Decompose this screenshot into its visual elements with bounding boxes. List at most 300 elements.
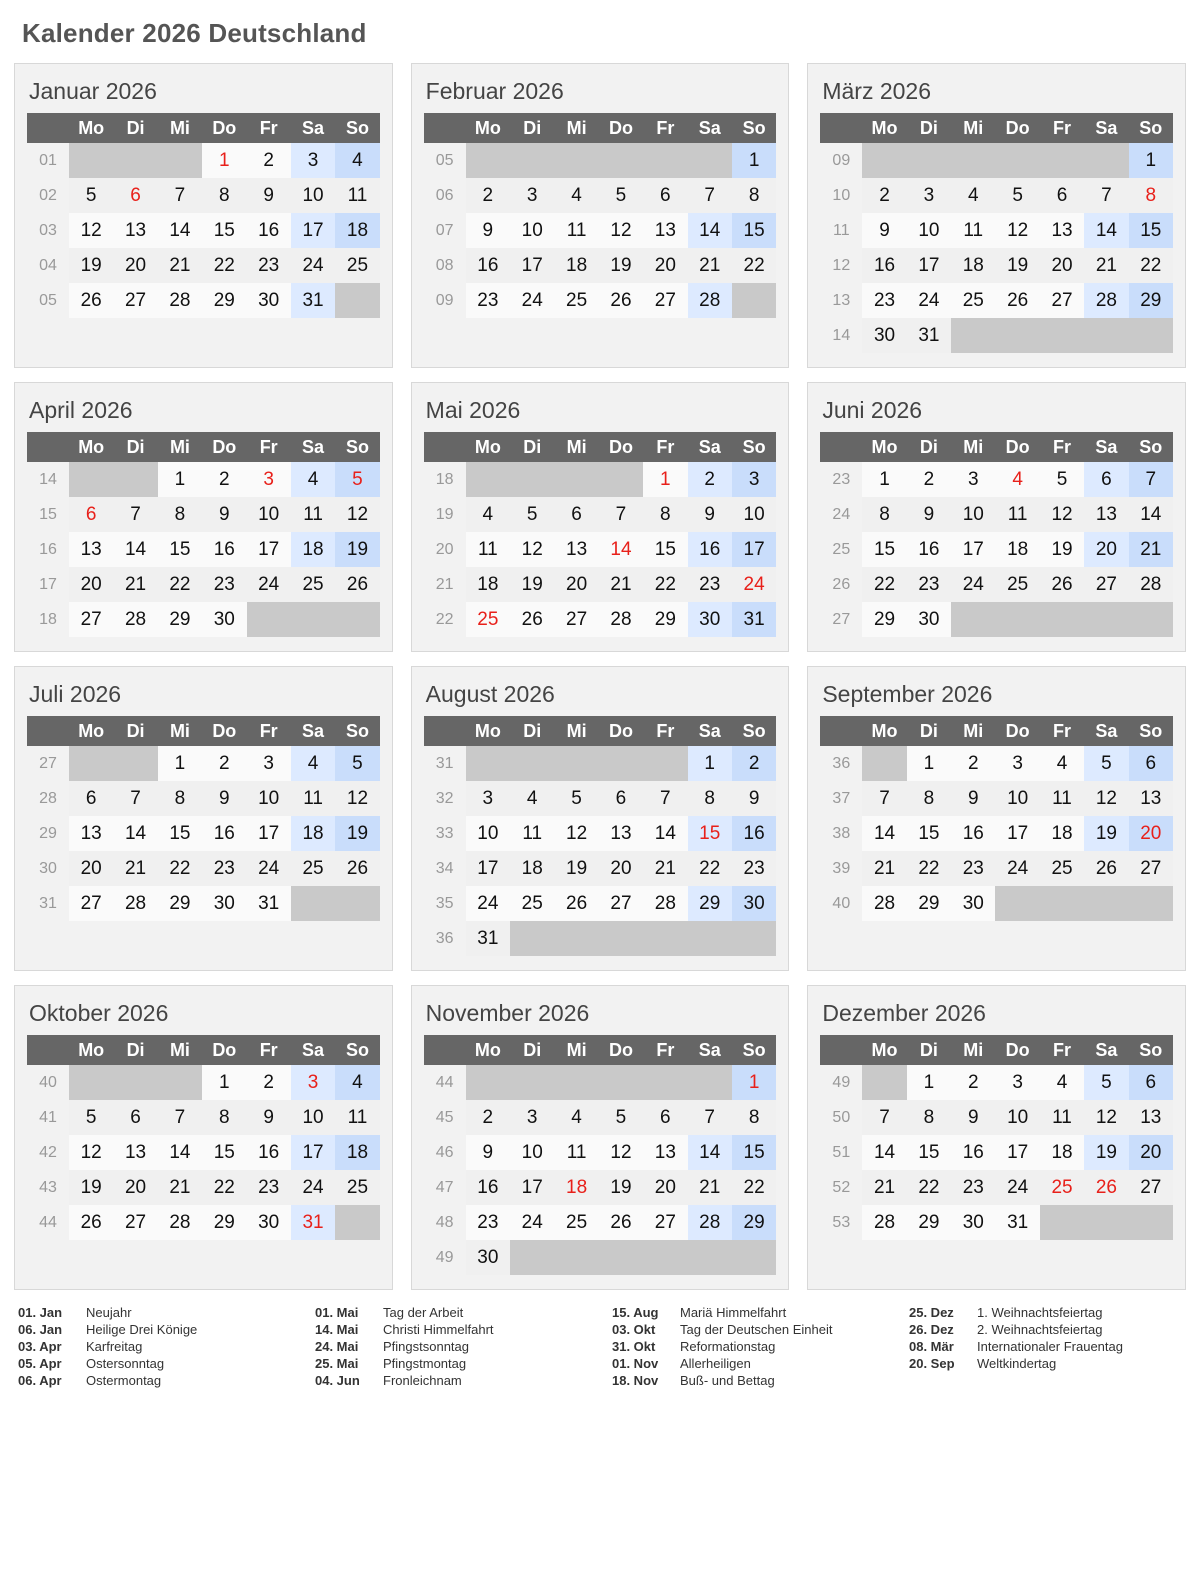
day-cell[interactable]: 8: [202, 178, 246, 213]
day-cell[interactable]: 30: [247, 283, 291, 318]
day-cell[interactable]: 20: [1129, 816, 1173, 851]
day-cell[interactable]: 14: [643, 816, 687, 851]
day-cell[interactable]: 10: [995, 781, 1039, 816]
day-cell[interactable]: 18: [291, 532, 335, 567]
day-cell[interactable]: 1: [202, 143, 246, 178]
day-cell[interactable]: 20: [643, 248, 687, 283]
day-cell[interactable]: 3: [247, 746, 291, 781]
day-cell[interactable]: 23: [907, 567, 951, 602]
day-cell[interactable]: 21: [158, 1170, 202, 1205]
day-cell[interactable]: 10: [247, 781, 291, 816]
day-cell[interactable]: 8: [202, 1100, 246, 1135]
day-cell[interactable]: 12: [510, 532, 554, 567]
day-cell[interactable]: 3: [951, 462, 995, 497]
day-cell[interactable]: 15: [732, 1135, 776, 1170]
day-cell[interactable]: 24: [510, 283, 554, 318]
day-cell[interactable]: 27: [643, 1205, 687, 1240]
day-cell[interactable]: 10: [291, 178, 335, 213]
day-cell[interactable]: 13: [643, 213, 687, 248]
day-cell[interactable]: 17: [247, 532, 291, 567]
day-cell[interactable]: 24: [995, 851, 1039, 886]
day-cell[interactable]: 20: [113, 248, 157, 283]
day-cell[interactable]: 9: [907, 497, 951, 532]
day-cell[interactable]: 22: [862, 567, 906, 602]
day-cell[interactable]: 22: [907, 851, 951, 886]
day-cell[interactable]: 26: [599, 1205, 643, 1240]
day-cell[interactable]: 2: [202, 462, 246, 497]
day-cell[interactable]: 24: [995, 1170, 1039, 1205]
day-cell[interactable]: 19: [69, 248, 113, 283]
day-cell[interactable]: 11: [995, 497, 1039, 532]
day-cell[interactable]: 2: [862, 178, 906, 213]
day-cell[interactable]: 19: [510, 567, 554, 602]
day-cell[interactable]: 19: [995, 248, 1039, 283]
day-cell[interactable]: 12: [599, 1135, 643, 1170]
day-cell[interactable]: 14: [1084, 213, 1128, 248]
day-cell[interactable]: 1: [1129, 143, 1173, 178]
day-cell[interactable]: 24: [247, 851, 291, 886]
day-cell[interactable]: 21: [1084, 248, 1128, 283]
day-cell[interactable]: 13: [69, 532, 113, 567]
day-cell[interactable]: 24: [291, 248, 335, 283]
day-cell[interactable]: 21: [862, 851, 906, 886]
day-cell[interactable]: 11: [951, 213, 995, 248]
day-cell[interactable]: 13: [1040, 213, 1084, 248]
day-cell[interactable]: 31: [291, 1205, 335, 1240]
day-cell[interactable]: 26: [69, 1205, 113, 1240]
day-cell[interactable]: 28: [1129, 567, 1173, 602]
day-cell[interactable]: 11: [510, 816, 554, 851]
day-cell[interactable]: 15: [907, 816, 951, 851]
day-cell[interactable]: 26: [995, 283, 1039, 318]
day-cell[interactable]: 1: [907, 746, 951, 781]
day-cell[interactable]: 11: [291, 497, 335, 532]
day-cell[interactable]: 17: [995, 816, 1039, 851]
day-cell[interactable]: 26: [1084, 1170, 1128, 1205]
day-cell[interactable]: 6: [643, 1100, 687, 1135]
day-cell[interactable]: 10: [291, 1100, 335, 1135]
day-cell[interactable]: 17: [291, 213, 335, 248]
day-cell[interactable]: 19: [335, 532, 379, 567]
day-cell[interactable]: 29: [643, 602, 687, 637]
day-cell[interactable]: 20: [1040, 248, 1084, 283]
day-cell[interactable]: 29: [202, 283, 246, 318]
day-cell[interactable]: 13: [113, 1135, 157, 1170]
day-cell[interactable]: 18: [510, 851, 554, 886]
day-cell[interactable]: 3: [510, 178, 554, 213]
day-cell[interactable]: 9: [466, 1135, 510, 1170]
day-cell[interactable]: 14: [688, 1135, 732, 1170]
day-cell[interactable]: 28: [158, 1205, 202, 1240]
day-cell[interactable]: 11: [1040, 781, 1084, 816]
day-cell[interactable]: 16: [202, 816, 246, 851]
day-cell[interactable]: 24: [466, 886, 510, 921]
day-cell[interactable]: 30: [202, 602, 246, 637]
day-cell[interactable]: 16: [466, 1170, 510, 1205]
day-cell[interactable]: 29: [158, 602, 202, 637]
day-cell[interactable]: 29: [1129, 283, 1173, 318]
day-cell[interactable]: 25: [466, 602, 510, 637]
day-cell[interactable]: 26: [599, 283, 643, 318]
day-cell[interactable]: 2: [907, 462, 951, 497]
day-cell[interactable]: 25: [554, 283, 598, 318]
day-cell[interactable]: 6: [1129, 1065, 1173, 1100]
day-cell[interactable]: 4: [1040, 746, 1084, 781]
day-cell[interactable]: 4: [1040, 1065, 1084, 1100]
day-cell[interactable]: 25: [291, 567, 335, 602]
day-cell[interactable]: 17: [732, 532, 776, 567]
day-cell[interactable]: 28: [862, 886, 906, 921]
day-cell[interactable]: 6: [1129, 746, 1173, 781]
day-cell[interactable]: 18: [995, 532, 1039, 567]
day-cell[interactable]: 31: [466, 921, 510, 956]
day-cell[interactable]: 27: [1084, 567, 1128, 602]
day-cell[interactable]: 20: [69, 567, 113, 602]
day-cell[interactable]: 28: [688, 1205, 732, 1240]
day-cell[interactable]: 4: [510, 781, 554, 816]
day-cell[interactable]: 31: [995, 1205, 1039, 1240]
day-cell[interactable]: 1: [732, 143, 776, 178]
day-cell[interactable]: 23: [862, 283, 906, 318]
day-cell[interactable]: 23: [466, 1205, 510, 1240]
day-cell[interactable]: 24: [951, 567, 995, 602]
day-cell[interactable]: 10: [907, 213, 951, 248]
day-cell[interactable]: 24: [732, 567, 776, 602]
day-cell[interactable]: 3: [247, 462, 291, 497]
day-cell[interactable]: 16: [466, 248, 510, 283]
day-cell[interactable]: 9: [247, 178, 291, 213]
day-cell[interactable]: 22: [202, 248, 246, 283]
day-cell[interactable]: 22: [732, 248, 776, 283]
day-cell[interactable]: 10: [995, 1100, 1039, 1135]
day-cell[interactable]: 18: [554, 1170, 598, 1205]
day-cell[interactable]: 21: [158, 248, 202, 283]
day-cell[interactable]: 28: [862, 1205, 906, 1240]
day-cell[interactable]: 2: [466, 178, 510, 213]
day-cell[interactable]: 1: [688, 746, 732, 781]
day-cell[interactable]: 28: [158, 283, 202, 318]
day-cell[interactable]: 25: [335, 1170, 379, 1205]
day-cell[interactable]: 15: [1129, 213, 1173, 248]
day-cell[interactable]: 16: [732, 816, 776, 851]
day-cell[interactable]: 20: [599, 851, 643, 886]
day-cell[interactable]: 16: [247, 213, 291, 248]
day-cell[interactable]: 17: [510, 248, 554, 283]
day-cell[interactable]: 9: [247, 1100, 291, 1135]
day-cell[interactable]: 20: [554, 567, 598, 602]
day-cell[interactable]: 5: [1084, 746, 1128, 781]
day-cell[interactable]: 1: [732, 1065, 776, 1100]
day-cell[interactable]: 7: [113, 497, 157, 532]
day-cell[interactable]: 1: [158, 462, 202, 497]
day-cell[interactable]: 23: [466, 283, 510, 318]
day-cell[interactable]: 5: [995, 178, 1039, 213]
day-cell[interactable]: 4: [466, 497, 510, 532]
day-cell[interactable]: 5: [599, 178, 643, 213]
day-cell[interactable]: 3: [291, 1065, 335, 1100]
day-cell[interactable]: 13: [1129, 1100, 1173, 1135]
day-cell[interactable]: 22: [907, 1170, 951, 1205]
day-cell[interactable]: 3: [907, 178, 951, 213]
day-cell[interactable]: 15: [862, 532, 906, 567]
day-cell[interactable]: 27: [69, 886, 113, 921]
day-cell[interactable]: 5: [599, 1100, 643, 1135]
day-cell[interactable]: 30: [951, 886, 995, 921]
day-cell[interactable]: 7: [688, 1100, 732, 1135]
day-cell[interactable]: 12: [1040, 497, 1084, 532]
day-cell[interactable]: 8: [1129, 178, 1173, 213]
day-cell[interactable]: 15: [688, 816, 732, 851]
day-cell[interactable]: 28: [113, 886, 157, 921]
day-cell[interactable]: 4: [291, 746, 335, 781]
day-cell[interactable]: 12: [599, 213, 643, 248]
day-cell[interactable]: 29: [688, 886, 732, 921]
day-cell[interactable]: 17: [466, 851, 510, 886]
day-cell[interactable]: 12: [554, 816, 598, 851]
day-cell[interactable]: 22: [643, 567, 687, 602]
day-cell[interactable]: 4: [291, 462, 335, 497]
day-cell[interactable]: 24: [247, 567, 291, 602]
day-cell[interactable]: 12: [1084, 1100, 1128, 1135]
day-cell[interactable]: 23: [202, 851, 246, 886]
day-cell[interactable]: 22: [202, 1170, 246, 1205]
day-cell[interactable]: 29: [732, 1205, 776, 1240]
day-cell[interactable]: 8: [907, 781, 951, 816]
day-cell[interactable]: 31: [247, 886, 291, 921]
day-cell[interactable]: 11: [554, 1135, 598, 1170]
day-cell[interactable]: 8: [643, 497, 687, 532]
day-cell[interactable]: 5: [69, 178, 113, 213]
day-cell[interactable]: 16: [951, 1135, 995, 1170]
day-cell[interactable]: 4: [995, 462, 1039, 497]
day-cell[interactable]: 3: [732, 462, 776, 497]
day-cell[interactable]: 10: [732, 497, 776, 532]
day-cell[interactable]: 13: [599, 816, 643, 851]
day-cell[interactable]: 19: [554, 851, 598, 886]
day-cell[interactable]: 19: [599, 1170, 643, 1205]
day-cell[interactable]: 14: [862, 816, 906, 851]
day-cell[interactable]: 2: [732, 746, 776, 781]
day-cell[interactable]: 6: [113, 1100, 157, 1135]
day-cell[interactable]: 8: [688, 781, 732, 816]
day-cell[interactable]: 25: [554, 1205, 598, 1240]
day-cell[interactable]: 7: [643, 781, 687, 816]
day-cell[interactable]: 18: [291, 816, 335, 851]
day-cell[interactable]: 28: [113, 602, 157, 637]
day-cell[interactable]: 16: [247, 1135, 291, 1170]
day-cell[interactable]: 29: [862, 602, 906, 637]
day-cell[interactable]: 1: [907, 1065, 951, 1100]
day-cell[interactable]: 5: [1040, 462, 1084, 497]
day-cell[interactable]: 22: [1129, 248, 1173, 283]
day-cell[interactable]: 24: [907, 283, 951, 318]
day-cell[interactable]: 1: [158, 746, 202, 781]
day-cell[interactable]: 7: [1084, 178, 1128, 213]
day-cell[interactable]: 30: [688, 602, 732, 637]
day-cell[interactable]: 9: [951, 781, 995, 816]
day-cell[interactable]: 18: [335, 213, 379, 248]
day-cell[interactable]: 2: [466, 1100, 510, 1135]
day-cell[interactable]: 7: [1129, 462, 1173, 497]
day-cell[interactable]: 13: [643, 1135, 687, 1170]
day-cell[interactable]: 18: [1040, 816, 1084, 851]
day-cell[interactable]: 30: [202, 886, 246, 921]
day-cell[interactable]: 16: [907, 532, 951, 567]
day-cell[interactable]: 12: [1084, 781, 1128, 816]
day-cell[interactable]: 12: [69, 1135, 113, 1170]
day-cell[interactable]: 31: [732, 602, 776, 637]
day-cell[interactable]: 30: [951, 1205, 995, 1240]
day-cell[interactable]: 14: [158, 1135, 202, 1170]
day-cell[interactable]: 8: [732, 1100, 776, 1135]
day-cell[interactable]: 18: [466, 567, 510, 602]
day-cell[interactable]: 23: [951, 1170, 995, 1205]
day-cell[interactable]: 26: [335, 567, 379, 602]
day-cell[interactable]: 23: [951, 851, 995, 886]
day-cell[interactable]: 14: [158, 213, 202, 248]
day-cell[interactable]: 12: [69, 213, 113, 248]
day-cell[interactable]: 8: [158, 781, 202, 816]
day-cell[interactable]: 5: [335, 462, 379, 497]
day-cell[interactable]: 14: [1129, 497, 1173, 532]
day-cell[interactable]: 27: [113, 283, 157, 318]
day-cell[interactable]: 3: [995, 1065, 1039, 1100]
day-cell[interactable]: 29: [907, 1205, 951, 1240]
day-cell[interactable]: 15: [158, 532, 202, 567]
day-cell[interactable]: 9: [951, 1100, 995, 1135]
day-cell[interactable]: 2: [688, 462, 732, 497]
day-cell[interactable]: 7: [862, 1100, 906, 1135]
day-cell[interactable]: 27: [599, 886, 643, 921]
day-cell[interactable]: 20: [1129, 1135, 1173, 1170]
day-cell[interactable]: 14: [113, 816, 157, 851]
day-cell[interactable]: 2: [247, 143, 291, 178]
day-cell[interactable]: 5: [554, 781, 598, 816]
day-cell[interactable]: 9: [732, 781, 776, 816]
day-cell[interactable]: 13: [69, 816, 113, 851]
day-cell[interactable]: 11: [554, 213, 598, 248]
day-cell[interactable]: 1: [643, 462, 687, 497]
day-cell[interactable]: 15: [732, 213, 776, 248]
day-cell[interactable]: 2: [951, 746, 995, 781]
day-cell[interactable]: 17: [995, 1135, 1039, 1170]
day-cell[interactable]: 10: [951, 497, 995, 532]
day-cell[interactable]: 17: [951, 532, 995, 567]
day-cell[interactable]: 25: [335, 248, 379, 283]
day-cell[interactable]: 23: [247, 1170, 291, 1205]
day-cell[interactable]: 23: [202, 567, 246, 602]
day-cell[interactable]: 21: [113, 851, 157, 886]
day-cell[interactable]: 30: [466, 1240, 510, 1275]
day-cell[interactable]: 6: [113, 178, 157, 213]
day-cell[interactable]: 24: [291, 1170, 335, 1205]
day-cell[interactable]: 8: [732, 178, 776, 213]
day-cell[interactable]: 5: [1084, 1065, 1128, 1100]
day-cell[interactable]: 11: [1040, 1100, 1084, 1135]
day-cell[interactable]: 1: [862, 462, 906, 497]
day-cell[interactable]: 2: [247, 1065, 291, 1100]
day-cell[interactable]: 14: [688, 213, 732, 248]
day-cell[interactable]: 9: [202, 781, 246, 816]
day-cell[interactable]: 27: [1040, 283, 1084, 318]
day-cell[interactable]: 15: [202, 213, 246, 248]
day-cell[interactable]: 26: [554, 886, 598, 921]
day-cell[interactable]: 25: [1040, 1170, 1084, 1205]
day-cell[interactable]: 21: [688, 1170, 732, 1205]
day-cell[interactable]: 13: [113, 213, 157, 248]
day-cell[interactable]: 27: [1129, 851, 1173, 886]
day-cell[interactable]: 3: [466, 781, 510, 816]
day-cell[interactable]: 7: [599, 497, 643, 532]
day-cell[interactable]: 23: [732, 851, 776, 886]
day-cell[interactable]: 11: [335, 1100, 379, 1135]
day-cell[interactable]: 31: [907, 318, 951, 353]
day-cell[interactable]: 4: [951, 178, 995, 213]
day-cell[interactable]: 25: [995, 567, 1039, 602]
day-cell[interactable]: 16: [688, 532, 732, 567]
day-cell[interactable]: 12: [335, 781, 379, 816]
day-cell[interactable]: 30: [247, 1205, 291, 1240]
day-cell[interactable]: 28: [643, 886, 687, 921]
day-cell[interactable]: 16: [862, 248, 906, 283]
day-cell[interactable]: 20: [69, 851, 113, 886]
day-cell[interactable]: 22: [158, 567, 202, 602]
day-cell[interactable]: 16: [202, 532, 246, 567]
day-cell[interactable]: 9: [862, 213, 906, 248]
day-cell[interactable]: 17: [291, 1135, 335, 1170]
day-cell[interactable]: 6: [643, 178, 687, 213]
day-cell[interactable]: 28: [599, 602, 643, 637]
day-cell[interactable]: 19: [1084, 816, 1128, 851]
day-cell[interactable]: 2: [951, 1065, 995, 1100]
day-cell[interactable]: 5: [335, 746, 379, 781]
day-cell[interactable]: 14: [113, 532, 157, 567]
day-cell[interactable]: 21: [113, 567, 157, 602]
day-cell[interactable]: 30: [907, 602, 951, 637]
day-cell[interactable]: 21: [1129, 532, 1173, 567]
day-cell[interactable]: 8: [158, 497, 202, 532]
day-cell[interactable]: 10: [510, 1135, 554, 1170]
day-cell[interactable]: 10: [510, 213, 554, 248]
day-cell[interactable]: 6: [1084, 462, 1128, 497]
day-cell[interactable]: 22: [732, 1170, 776, 1205]
day-cell[interactable]: 6: [69, 497, 113, 532]
day-cell[interactable]: 28: [1084, 283, 1128, 318]
day-cell[interactable]: 9: [202, 497, 246, 532]
day-cell[interactable]: 11: [291, 781, 335, 816]
day-cell[interactable]: 13: [1129, 781, 1173, 816]
day-cell[interactable]: 4: [554, 1100, 598, 1135]
day-cell[interactable]: 25: [1040, 851, 1084, 886]
day-cell[interactable]: 19: [599, 248, 643, 283]
day-cell[interactable]: 19: [335, 816, 379, 851]
day-cell[interactable]: 25: [291, 851, 335, 886]
day-cell[interactable]: 15: [643, 532, 687, 567]
day-cell[interactable]: 13: [1084, 497, 1128, 532]
day-cell[interactable]: 1: [202, 1065, 246, 1100]
day-cell[interactable]: 27: [643, 283, 687, 318]
day-cell[interactable]: 10: [466, 816, 510, 851]
day-cell[interactable]: 23: [247, 248, 291, 283]
day-cell[interactable]: 7: [688, 178, 732, 213]
day-cell[interactable]: 26: [1040, 567, 1084, 602]
day-cell[interactable]: 12: [995, 213, 1039, 248]
day-cell[interactable]: 4: [335, 143, 379, 178]
day-cell[interactable]: 7: [158, 178, 202, 213]
day-cell[interactable]: 12: [335, 497, 379, 532]
day-cell[interactable]: 9: [688, 497, 732, 532]
day-cell[interactable]: 15: [202, 1135, 246, 1170]
